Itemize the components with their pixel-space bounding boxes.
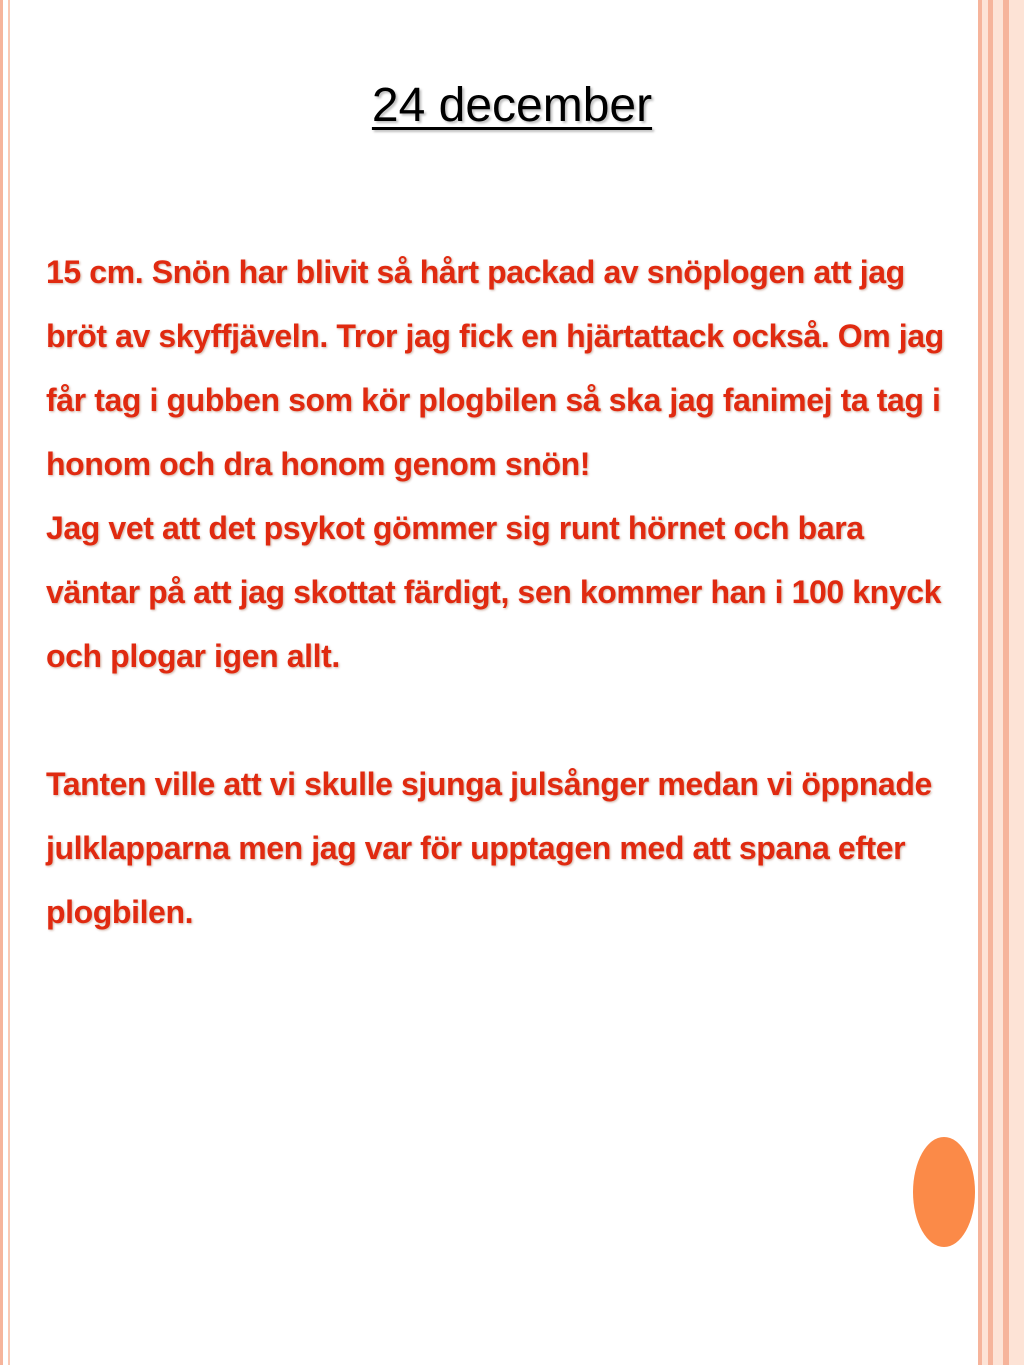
paragraph-snowplow: 15 cm. Snön har blivit så hårt packad av snöplogen att jag bröt av skyffjäveln. Tror jag fick en hjärtattack också. Om jag får tag i gubben som kör plogbilen så ska jag fanimej ta tag i honom och dra honom genom snön! — [46, 254, 944, 482]
frame-left-border — [0, 0, 3, 1365]
paragraph-spacer — [46, 688, 946, 752]
decorative-oval — [913, 1137, 975, 1247]
paragraph-christmas-songs: Tanten ville att vi skulle sjunga julsånger medan vi öppnade julklapparna men jag var för upptagen med att spana efter plogbilen. — [46, 766, 932, 930]
slide-title — [0, 78, 1024, 133]
paragraph-psycho: Jag vet att det psykot gömmer sig runt hörnet och bara väntar på att jag skottat färdigt, sen kommer han i 100 knyck och plogar igen allt. — [46, 510, 942, 674]
slide-body — [46, 240, 946, 944]
frame-right-stripe — [993, 0, 1003, 1365]
frame-left-inner-line — [8, 0, 10, 1365]
slide-title-text: 24 december — [371, 79, 653, 132]
frame-right-stripe — [1009, 0, 1024, 1365]
